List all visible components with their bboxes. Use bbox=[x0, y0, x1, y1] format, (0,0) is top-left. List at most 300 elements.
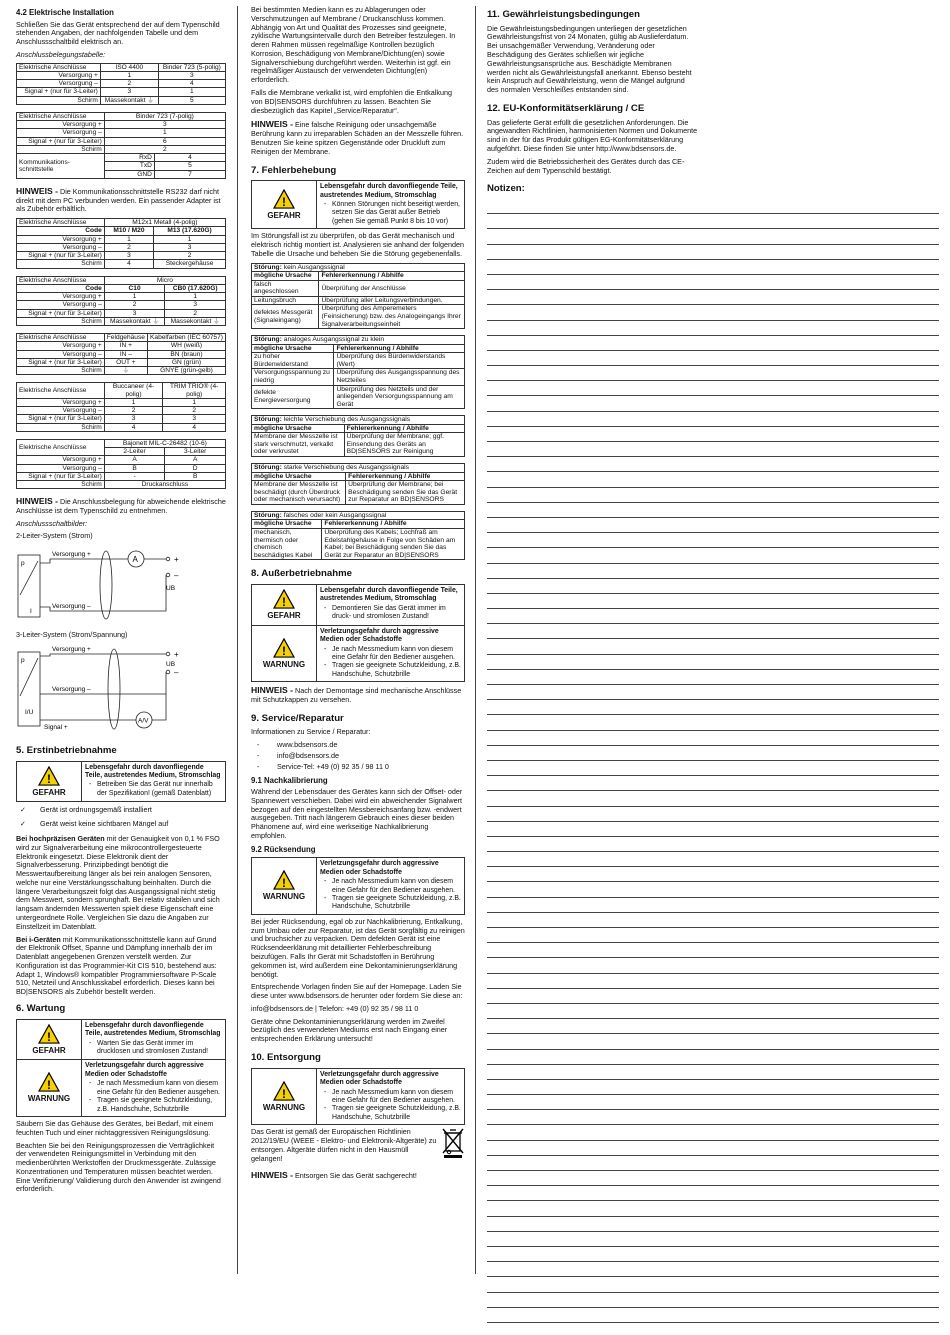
label-p: p bbox=[21, 559, 25, 567]
fault-table-no-signal bbox=[251, 263, 465, 330]
note-line bbox=[487, 381, 939, 396]
danger-box-troubleshooting bbox=[251, 180, 465, 229]
table-cell: 2 bbox=[104, 407, 163, 415]
warning-triangle-icon bbox=[273, 189, 295, 209]
section-8-title: 8. Außerbetriebnahme bbox=[251, 568, 352, 580]
note-line bbox=[487, 1080, 939, 1095]
table-cell: Versorgung + bbox=[17, 398, 105, 406]
table-cell: Versorgung – bbox=[17, 129, 105, 137]
warning-sign bbox=[252, 585, 317, 625]
table-cell: M10 / M20 bbox=[104, 227, 153, 235]
note-line bbox=[487, 882, 939, 897]
fault-header bbox=[252, 511, 465, 520]
table-cell: 2 bbox=[104, 145, 225, 153]
note-line bbox=[487, 791, 939, 806]
table-cell: Versorgung – bbox=[17, 301, 105, 309]
table-cell: Schirm bbox=[17, 145, 105, 153]
service-contact-list bbox=[257, 741, 465, 771]
danger-label: GEFAHR bbox=[32, 787, 66, 797]
table-cell: Überprüfung der Anschlüsse bbox=[319, 280, 465, 296]
table-cell: WH (weiß) bbox=[147, 342, 225, 350]
note-line bbox=[487, 1034, 939, 1049]
table-cell: Überprüfung aller Leitungsverbindungen. bbox=[319, 296, 465, 305]
svg-text:!: ! bbox=[282, 1086, 286, 1101]
table-header: Feldgehäuse bbox=[104, 334, 147, 342]
label-supply-minus: Versorgung – bbox=[52, 602, 91, 610]
note-line bbox=[487, 290, 939, 305]
table-header: Elektrische Anschlüsse bbox=[17, 439, 105, 456]
note-line bbox=[487, 1293, 939, 1308]
table-cell: 1 bbox=[165, 293, 226, 301]
section-5-title: 5. Erstinbetriebnahme bbox=[16, 744, 117, 756]
wire-supply-plus bbox=[40, 654, 166, 656]
warning-item: - Je nach Messmedium kann von diesem eine Gefahr für den Bediener ausgehen. bbox=[332, 1089, 461, 1106]
table-cell: TxD bbox=[104, 162, 154, 170]
table-cell: B bbox=[165, 472, 226, 480]
section-11-title: 11. Gewährleistungsbedingungen bbox=[487, 9, 640, 20]
section-7-title: 7. Fehlerbehebung bbox=[251, 164, 337, 176]
svg-text:!: ! bbox=[47, 1078, 51, 1093]
table-cell: Versorgungsspannung zu niedrig bbox=[252, 369, 334, 385]
table-cell: CB0 (17.620G) bbox=[165, 284, 226, 292]
table-header: M12x1 Metall (4-polig) bbox=[104, 219, 225, 227]
table-cell: 4 bbox=[158, 80, 225, 88]
label-UB: UB bbox=[166, 661, 176, 669]
table-cell: Steckergehäuse bbox=[154, 260, 226, 268]
hinweis-text: Nach der Demontage sind mechanische Anschlüsse mit Schutzkappen zu versehen. bbox=[251, 686, 462, 704]
table-cell: Signal + (nur für 3-Leiter) bbox=[17, 358, 105, 366]
section-6-para-1: Säubern Sie das Gehäuse des Gerätes, bei Bedarf, mit einem feuchten Tuch und einer nichtaggressiven Reinigungslösung. bbox=[16, 1119, 214, 1137]
table-cell: D bbox=[165, 464, 226, 472]
table-cell: 2 bbox=[165, 309, 226, 317]
note-line bbox=[487, 1065, 939, 1080]
hinweis-caps bbox=[251, 685, 465, 705]
danger-box-maintenance bbox=[16, 1019, 226, 1061]
danger-title: Lebensgefahr durch davonfliegende Teile, austretendes Medium, Stromschlag bbox=[85, 763, 221, 780]
maintenance-para-1: Bei bestimmten Medien kann es zu Ablagerungen oder Verschmutzungen auf Membrane / Druckanschluss kommen. Abhängig von Art und Qualität des Prozesses sind geeignete, zyklische Wartungsintervalle durch den Betreiber festzulegen. In deren Rahmen müssen regelmäßige Kontrollen bezüglich Korrosion, Beschädigung von Membrane/Dichtung(en) sowie Signalverschiebung durchgeführt werden. Weiterhin ist ggf. ein regelmäßiger Austausch der verwendeten Dichtung(en) erforderlich. bbox=[251, 5, 456, 85]
note-line bbox=[487, 548, 939, 563]
label-AV: A/V bbox=[138, 717, 149, 725]
table-cell: Signal + (nur für 3-Leiter) bbox=[17, 309, 105, 317]
warning-item: - Tragen sie geeignete Schutzkleidung, z.B. Handschuhe, Schutzbrille bbox=[97, 1097, 222, 1114]
table-cell: BN (braun) bbox=[147, 350, 225, 358]
checklist-item: ✓ Gerät ist ordnungsgemäß installiert bbox=[20, 806, 226, 815]
note-line bbox=[487, 199, 939, 214]
table-cell: Überprüfung des Bürdenwiderstands (Wert) bbox=[334, 353, 465, 369]
weee-bin-icon bbox=[441, 1128, 465, 1158]
note-line bbox=[487, 214, 939, 229]
table-cell: 4 bbox=[104, 423, 163, 431]
notes-title: Notizen: bbox=[487, 183, 525, 195]
warning-title: Verletzungsgefahr durch aggressive Medien oder Schadstoffe bbox=[320, 1070, 439, 1087]
return-para-2: Entsprechende Vorlagen finden Sie auf der Homepage. Laden Sie diese unter www.bdsensors.de herunter oder fordern Sie diese an: bbox=[251, 982, 463, 1001]
note-line bbox=[487, 1247, 939, 1262]
table-cell: Signal + (nur für 3-Leiter) bbox=[17, 415, 105, 423]
pinout-table-buccaneer bbox=[16, 382, 226, 432]
note-line bbox=[487, 1019, 939, 1034]
svg-text:!: ! bbox=[282, 875, 286, 890]
column-1 bbox=[16, 6, 226, 1198]
table-cell: Versorgung – bbox=[17, 80, 101, 88]
note-line bbox=[487, 731, 939, 746]
service-phone: - Service-Tel: +49 (0) 92 35 / 98 11 0 bbox=[257, 763, 465, 772]
svg-text:!: ! bbox=[282, 594, 286, 609]
table-cell: 4 bbox=[154, 154, 225, 162]
table-cell: 3 bbox=[104, 309, 165, 317]
warning-sign bbox=[252, 858, 317, 914]
note-line bbox=[487, 427, 939, 442]
hinweis-label: HINWEIS - bbox=[251, 685, 294, 696]
table-header: Micro bbox=[104, 276, 225, 284]
svg-text:!: ! bbox=[47, 1029, 51, 1044]
label-supply-plus: Versorgung + bbox=[52, 646, 91, 654]
service-website-link[interactable]: - www.bdsensors.de bbox=[257, 741, 465, 750]
notes-lines bbox=[487, 199, 939, 1323]
fault-table-slight-shift bbox=[251, 415, 465, 457]
table-cell bbox=[17, 154, 105, 179]
pinout-table-micro bbox=[16, 276, 226, 327]
note-line bbox=[487, 1171, 939, 1186]
note-line bbox=[487, 807, 939, 822]
warning-label: WARNUNG bbox=[262, 1102, 306, 1112]
table-header: Bajonett MIL-C-26482 (10-6) bbox=[104, 439, 225, 447]
note-line bbox=[487, 1110, 939, 1125]
section-6-para-2: Beachten Sie bei den Reinigungsprozessen die Verträglichkeit der verwendeten Reinigungsmittel in Verbindung mit den medienberührten Werkstoffen der Druckmessgeräte. Zulässige Konzentrationen und Temperaturen müssen beachtet werden. Eine Verifizierung/ Validierung durch den Anwender ist zwingend erforderlich. bbox=[16, 1140, 221, 1194]
pinout-table-binder7 bbox=[16, 112, 226, 179]
note-line bbox=[487, 958, 939, 973]
ground-text: Massekontakt bbox=[170, 317, 212, 325]
table-cell: Überprüfung des Netzteils und der anliegenden Versorgungsspannung am Gerät bbox=[334, 385, 465, 409]
hinweis-label: HINWEIS - bbox=[16, 185, 59, 196]
table-cell: 1 bbox=[163, 398, 226, 406]
note-line bbox=[487, 1217, 939, 1232]
fault-label: Störung: bbox=[254, 336, 282, 344]
section-9-1-title: 9.1 Nachkalibrierung bbox=[251, 775, 328, 785]
table-cell: 2 bbox=[100, 80, 158, 88]
ground-icon: ⏚ bbox=[147, 96, 154, 104]
warning-text bbox=[82, 1060, 225, 1116]
note-line bbox=[487, 412, 939, 427]
section-6-title: 6. Wartung bbox=[16, 1003, 66, 1015]
table-cell bbox=[165, 317, 226, 325]
warning-label: WARNUNG bbox=[27, 1094, 71, 1104]
fault-title: starke Verschiebung des Ausgangssignals bbox=[283, 464, 410, 472]
table-cell: 2 bbox=[163, 407, 226, 415]
terminal-plus bbox=[166, 652, 170, 656]
table-cell: GND bbox=[104, 170, 154, 178]
warning-triangle-icon bbox=[273, 589, 295, 609]
note-line bbox=[487, 898, 939, 913]
warning-sign bbox=[252, 181, 317, 228]
shield-ellipse bbox=[100, 551, 112, 619]
table-cell: IN – bbox=[104, 350, 147, 358]
note-line bbox=[487, 1141, 939, 1156]
note-line bbox=[487, 518, 939, 533]
table-cell: 3 bbox=[165, 301, 226, 309]
table-cell: 3 bbox=[163, 415, 226, 423]
table-header: 2-Leiter bbox=[104, 448, 165, 456]
note-line bbox=[487, 639, 939, 654]
table-cell: Versorgung – bbox=[17, 407, 105, 415]
table-header: Binder 723 (7-polig) bbox=[104, 112, 225, 120]
checklist bbox=[20, 806, 226, 829]
note-line bbox=[487, 1308, 939, 1323]
table-cell: Versorgung + bbox=[17, 235, 105, 243]
terminal-minus bbox=[166, 670, 170, 674]
hinweis-rs232 bbox=[16, 186, 226, 214]
note-line bbox=[487, 822, 939, 837]
note-line bbox=[487, 457, 939, 472]
table-header: ISO 4400 bbox=[100, 63, 158, 71]
label-UB: UB bbox=[166, 584, 176, 592]
danger-box-commissioning bbox=[16, 761, 226, 803]
comm-interface-label: Kommunikations-schnittstelle bbox=[19, 158, 70, 173]
note-line bbox=[487, 624, 939, 639]
return-contact: info@bdsensors.de | Telefon: +49 (0) 92 35 / 98 11 0 bbox=[251, 1003, 419, 1013]
warning-sign bbox=[252, 626, 317, 682]
warning-box-decommissioning bbox=[251, 625, 465, 683]
warning-text bbox=[317, 1069, 464, 1125]
hinweis-disposal bbox=[251, 1170, 465, 1181]
shield-ellipse bbox=[108, 649, 120, 729]
section-4-2-intro: Schließen Sie das Gerät entsprechend der auf dem Typenschild stehenden Angaben, der nachfolgenden Tabelle und dem Anschlussschaltbild elektrisch an. bbox=[16, 19, 220, 47]
label-p: p bbox=[21, 657, 25, 665]
danger-label: GEFAHR bbox=[267, 610, 301, 620]
hinweis-text: Entsorgen Sie das Gerät sachgerecht! bbox=[295, 1171, 417, 1181]
warning-item: - Je nach Messmedium kann von diesem eine Gefahr für den Bediener ausgehen. bbox=[97, 1080, 222, 1097]
warning-title: Verletzungsgefahr durch aggressive Medien oder Schadstoffe bbox=[320, 627, 439, 644]
hinweis-text: Eine falsche Reinigung oder unsachgemäße Berührung kann zu irreparablen Schäden an der Messzelle führen. Benutzen Sie keine spitzen Gegenstände oder Druckluft zum Reinigen der Membrane. bbox=[251, 120, 464, 156]
column-divider-2 bbox=[475, 6, 476, 1274]
conformity-para-1: Das gelieferte Gerät erfüllt die gesetzlichen Anforderungen. Die angewandten Richtlinien, harmonisierten Normen und Dokumente sind in der für das Produkt gültigen EG-Konformitätserklärung aufgeführt. Diese finden Sie unter http://www.bdsensors.de. bbox=[487, 117, 698, 153]
note-line bbox=[487, 776, 939, 791]
pinout-table-bajonett bbox=[16, 439, 226, 490]
table-header: Elektrische Anschlüsse bbox=[17, 219, 105, 227]
fault-title: falsches oder kein Ausgangssignal bbox=[283, 511, 387, 519]
note-line bbox=[487, 229, 939, 244]
warning-sign bbox=[17, 762, 82, 802]
danger-label: GEFAHR bbox=[32, 1045, 66, 1055]
table-header: Kabelfarben (IEC 60757) bbox=[147, 334, 225, 342]
column-2 bbox=[251, 6, 465, 1185]
note-line bbox=[487, 564, 939, 579]
note-line bbox=[487, 533, 939, 548]
warning-title: Verletzungsgefahr durch aggressive Medien oder Schadstoffe bbox=[320, 860, 439, 876]
checklist-item: ✓ Gerät weist keine sichtbaren Mängel auf bbox=[20, 820, 226, 829]
table-cell: Code bbox=[17, 227, 105, 235]
hinweis-label: HINWEIS - bbox=[251, 1170, 294, 1181]
bold-lead: Bei i-Geräten bbox=[16, 934, 61, 944]
note-line bbox=[487, 715, 939, 730]
label-minus: – bbox=[174, 570, 179, 580]
table-cell: 3 bbox=[154, 243, 226, 251]
warning-text bbox=[317, 181, 464, 228]
note-line bbox=[487, 579, 939, 594]
table-cell: 7 bbox=[154, 170, 225, 178]
danger-item: - Demontieren Sie das Gerät immer im druck- und stromlosen Zustand! bbox=[332, 605, 461, 622]
wire bbox=[152, 694, 166, 720]
table-cell: Signal + (nur für 3-Leiter) bbox=[17, 88, 101, 96]
hinweis-text: Die Anschlussbelegung für abweichende elektrische Anschlüsse ist dem Typenschild zu entnehmen. bbox=[16, 497, 226, 516]
table-header: 3-Leiter bbox=[165, 448, 226, 456]
pinout-table-m12 bbox=[16, 218, 226, 269]
warning-item: - Tragen sie geeignete Schutzkleidung, z.B. Handschuhe, Schutzbrille bbox=[332, 1105, 461, 1122]
warning-text bbox=[317, 858, 464, 914]
note-line bbox=[487, 594, 939, 609]
hinweis-cleaning bbox=[251, 119, 465, 156]
note-line bbox=[487, 351, 939, 366]
table-cell: Schirm bbox=[17, 423, 105, 431]
warning-text bbox=[82, 1020, 225, 1060]
warning-triangle-icon bbox=[273, 1081, 295, 1101]
label-signal: Signal + bbox=[44, 724, 68, 732]
pinout-label: Anschlussbelegungstabelle: bbox=[16, 49, 106, 59]
table-cell: Signal + (nur für 3-Leiter) bbox=[17, 472, 105, 480]
section-9-title: 9. Service/Reparatur bbox=[251, 712, 344, 724]
table-cell: Versorgung + bbox=[17, 121, 105, 129]
hinweis-label: HINWEIS - bbox=[251, 119, 294, 130]
table-cell: Überprüfung der Membrane; ggf. Einsendung des Geräts an BD|SENSORS zur Reinigung bbox=[344, 433, 464, 457]
warning-box-disposal bbox=[251, 1068, 465, 1126]
warning-box-maintenance bbox=[16, 1059, 226, 1117]
svg-text:!: ! bbox=[282, 194, 286, 209]
table-cell: 1 bbox=[104, 398, 163, 406]
column-3 bbox=[487, 6, 939, 1323]
label-plus: + bbox=[174, 554, 179, 564]
table-cell: mechanisch, thermisch oder chemisch beschädigtes Kabel bbox=[252, 528, 322, 559]
table-cell: Schirm bbox=[17, 367, 105, 375]
maintenance-para-2: Falls die Membrane verkalkt ist, wird empfohlen die Entkalkung von BD|SENSORS durchführen zu lassen. Beachten Sie diesbezüglich das Kapitel „Service/Reparatur“. bbox=[251, 88, 452, 115]
note-line bbox=[487, 928, 939, 943]
warning-triangle-icon bbox=[38, 1024, 60, 1044]
table-cell: falsch angeschlossen bbox=[252, 280, 319, 296]
label-supply-minus: Versorgung – bbox=[52, 686, 91, 694]
table-cell: 5 bbox=[158, 96, 225, 104]
service-intro: Informationen zu Service / Reparatur: bbox=[251, 727, 371, 737]
warning-triangle-icon bbox=[273, 638, 295, 658]
table-header: Elektrische Anschlüsse bbox=[17, 334, 105, 342]
note-line bbox=[487, 1232, 939, 1247]
fault-header bbox=[252, 416, 465, 425]
table-cell: Signal + (nur für 3-Leiter) bbox=[17, 137, 105, 145]
table-cell: 1 bbox=[100, 71, 158, 79]
note-line bbox=[487, 245, 939, 260]
label-I: I bbox=[30, 607, 32, 615]
table-cell: A bbox=[104, 456, 165, 464]
fault-table-signal-low bbox=[251, 335, 465, 409]
svg-text:!: ! bbox=[282, 643, 286, 658]
danger-title: Lebensgefahr durch davonfliegende Teile, austretendes Medium, Stromschlag bbox=[320, 586, 458, 603]
disposal-para: Das Gerät ist gemäß der Europäischen Richtlinien 2012/19/EU (WEEE - Elektro- und Elektronik-Altgeräte) zu entsorgen. Altgeräte dürfen nicht in den Hausmüll gelangen! bbox=[251, 1127, 437, 1163]
danger-label: GEFAHR bbox=[267, 210, 301, 220]
danger-title: Lebensgefahr durch davonfliegende Teile, austretendes Medium, Stromschlag bbox=[320, 183, 458, 199]
warning-triangle-icon bbox=[273, 870, 295, 890]
table-header: Buccaneer (4-polig) bbox=[104, 383, 163, 399]
hinweis-anschluss bbox=[16, 496, 226, 516]
note-line bbox=[487, 1277, 939, 1292]
section-10-title: 10. Entsorgung bbox=[251, 1051, 321, 1063]
table-header: mögliche Ursache bbox=[252, 424, 345, 433]
table-cell: 5 bbox=[154, 162, 225, 170]
table-cell: Schirm bbox=[17, 481, 105, 489]
table-cell: Versorgung + bbox=[17, 456, 105, 464]
note-line bbox=[487, 396, 939, 411]
warning-label: WARNUNG bbox=[262, 659, 306, 669]
paragraph-text: mit der Genauigkeit von 0,1 % FSO wird zur Signalverarbeitung eine mikrocontrollergesteuerte Elektronik eingesetzt. Diese Elektronik dient der Signalverbesserung. Prinzipbedingt benötigt die Messwertaufbereitung länger als bei rein analogen Sensoren, welche nur eine Verstärkungsschaltung beinhalten. Durch die längere Verarbeitungszeit folgt das Ausgangssignal nicht stetig dem Messwert, sondern sprunghaft. Bei relativ stabilen und sich langsam ändernden Messwerten spielt diese Eigenschaft eine untergeordnete Rolle. Vergleichen Sie dazu die Angaben zur Einstellzeit im Datenblatt. bbox=[16, 833, 220, 931]
warranty-para: Die Gewährleistungsbedingungen unterliegen der gesetzlichen Gewährleistungsfrist von 24 Monaten, gültig ab Auslieferdatum. Bei unsachgemäßer Verwendung, Veränderung oder Beschädigung des Gerätes schließen wir jegliche Gewährleistungsansprüche aus. Beschädigte Membranen werden nicht als Gewährleistungsfall anerkannt. Ebenso besteht kein Anspruch auf Gewährleistung, wenn die Mängel aufgrund des normalen Verschleißes entstanden sind. bbox=[487, 23, 692, 95]
pinout-table-iso-binder5 bbox=[16, 63, 226, 105]
service-email-link[interactable]: - info@bdsensors.de bbox=[257, 752, 465, 761]
table-cell: Überprüfung des Ausgangsspannung des Netzteiles bbox=[334, 369, 465, 385]
note-line bbox=[487, 488, 939, 503]
section-5-para-i-devices bbox=[16, 936, 226, 997]
terminal-plus bbox=[166, 557, 170, 561]
label-A: A bbox=[132, 554, 138, 564]
ground-text: Massekontakt bbox=[104, 96, 146, 104]
table-cell: 6 bbox=[104, 137, 225, 145]
table-cell: Druckanschluss bbox=[104, 481, 225, 489]
ground-icon: ⏚ bbox=[104, 367, 147, 375]
disposal-block bbox=[251, 1128, 465, 1167]
pinout-table-feldgehaeuse bbox=[16, 333, 226, 375]
table-cell: 1 bbox=[104, 129, 225, 137]
table-cell: 3 bbox=[100, 88, 158, 96]
table-header: mögliche Ursache bbox=[252, 472, 346, 481]
table-header: Fehlererkennung / Abhilfe bbox=[334, 344, 465, 353]
table-cell: 1 bbox=[154, 235, 226, 243]
wiring-diagram-2-wire bbox=[16, 545, 226, 625]
table-header: mögliche Ursache bbox=[252, 344, 334, 353]
table-cell: 2 bbox=[104, 301, 165, 309]
table-header: Elektrische Anschlüsse bbox=[17, 63, 101, 71]
hinweis-text: Die Kommunikationsschnittstelle RS232 darf nicht direkt mit dem PC verbunden werden. Ein passender Adapter ist als Zubehör erhältlich. bbox=[16, 186, 221, 214]
danger-item: - Betreiben Sie das Gerät nur innerhalb der Spezifikation! (gemäß Datenblatt) bbox=[97, 781, 222, 798]
label-supply-plus: Versorgung + bbox=[52, 550, 91, 558]
table-header: Elektrische Anschlüsse bbox=[17, 383, 105, 399]
wire-supply-plus bbox=[40, 559, 128, 563]
fault-label: Störung: bbox=[254, 464, 282, 472]
conformity-para-2: Zudem wird die Betriebssicherheit des Gerätes durch das CE-Zeichen auf dem Typenschild bestätigt. bbox=[487, 156, 685, 175]
warning-item: - Je nach Messmedium kann von diesem eine Gefahr für den Bediener ausgehen. bbox=[332, 646, 461, 663]
section-5-para-precision bbox=[16, 835, 226, 932]
note-line bbox=[487, 442, 939, 457]
fault-label: Störung: bbox=[254, 263, 282, 271]
section-9-2-title: 9.2 Rücksendung bbox=[251, 844, 316, 854]
label-minus: – bbox=[174, 668, 179, 678]
note-line bbox=[487, 336, 939, 351]
note-line bbox=[487, 472, 939, 487]
danger-item: - Warten Sie das Gerät immer im drucklosen und stromlosen Zustand! bbox=[97, 1040, 222, 1057]
table-cell: M13 (17.620G) bbox=[154, 227, 226, 235]
warning-sign bbox=[17, 1060, 82, 1116]
note-line bbox=[487, 1186, 939, 1201]
table-cell: Versorgung + bbox=[17, 293, 105, 301]
ground-text: Massekontakt bbox=[110, 317, 151, 325]
table-cell: 2 bbox=[104, 243, 153, 251]
table-cell: Schirm bbox=[17, 96, 101, 104]
wiring-diagram-3-wire bbox=[16, 644, 226, 732]
wiring-diagrams-label: Anschlussschaltbilder: bbox=[16, 519, 88, 529]
table-header: mögliche Ursache bbox=[252, 520, 322, 529]
ground-icon: ⏚ bbox=[213, 317, 220, 325]
troubleshooting-intro: Im Störungsfall ist zu überprüfen, ob das Gerät mechanisch und elektrisch richtig montiert ist. Analysieren sie anhand der folgenden Tabelle die Ursache und beheben Sie die Störung gegebenenfalls. bbox=[251, 231, 464, 258]
note-line bbox=[487, 943, 939, 958]
warning-sign bbox=[17, 1020, 82, 1060]
table-cell: IN + bbox=[104, 342, 147, 350]
fault-table-strong-shift bbox=[251, 463, 465, 505]
table-cell: Versorgung + bbox=[17, 342, 105, 350]
fault-header bbox=[252, 263, 465, 272]
